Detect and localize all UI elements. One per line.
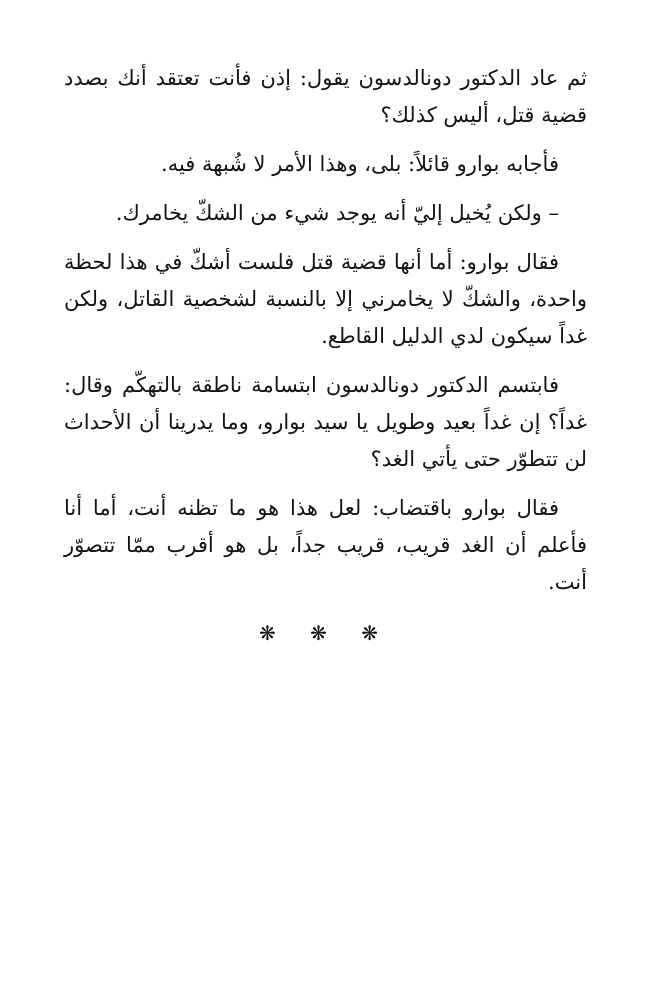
paragraph-4: فقال بوارو: أما أنها قضية قتل فلست أشكّ في هذا لحظة واحدة، والشكّ لا يخامرني إلا بالنسبة لشخصية القاتل، ولكن غداً سيكون لدي الدليل القاطع. — [64, 250, 587, 348]
page-body — [64, 60, 587, 645]
paragraph-1: ثم عاد الدكتور دونالدسون يقول: إذن فأنت تعتقد أنك بصدد قضية قتل، أليس كذلك؟ — [64, 66, 587, 127]
paragraph-6: فقال بوارو باقتضاب: لعل هذا هو ما تظنه أنت، أما أنا فأعلم أن الغد قريب، قريب جداً، بل هو أقرب ممّا تتصوّر أنت. — [64, 496, 587, 594]
paragraph-2: فأجابه بوارو قائلاً: بلى، وهذا الأمر لا شُبهة فيه. — [161, 152, 559, 176]
section-separator: ❋ ❋ ❋ — [259, 621, 392, 645]
paragraph-5: فابتسم الدكتور دونالدسون ابتسامة ناطقة بالتهكّم وقال: غداً؟ إن غداً بعيد وطويل يا سيد بوارو، وما يدرينا أن الأحداث لن تتطوّر حتى يأتي الغد؟ — [64, 373, 587, 471]
paragraph-3: – ولكن يُخيل إليّ أنه يوجد شيء من الشكّ يخامرك. — [115, 201, 559, 225]
